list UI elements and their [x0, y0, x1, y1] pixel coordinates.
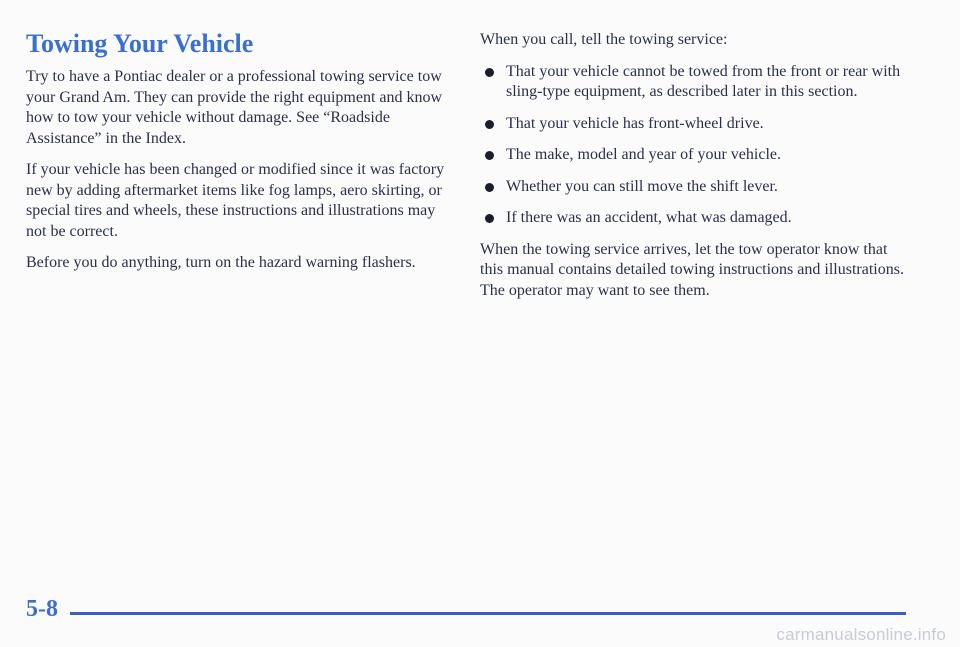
- right-column: [480, 30, 910, 312]
- bullet-icon: [485, 183, 494, 192]
- list-item: [480, 145, 910, 166]
- footer-divider: [70, 612, 906, 615]
- list-item: [480, 177, 910, 198]
- left-column: [26, 28, 446, 285]
- bullet-icon: [485, 214, 494, 223]
- paragraph-dealer: Try to have a Pontiac dealer or a professional towing service tow your Grand Am. They can provide the right equipment and know how to tow your vehicle without damage. See “Roadside Assistance” in the Index.: [26, 68, 443, 147]
- list-item: [480, 114, 910, 135]
- list-item-text: Whether you can still move the shift lever.: [506, 177, 778, 195]
- list-item: [480, 208, 910, 229]
- bullet-icon: [485, 151, 494, 160]
- page-title: Towing Your Vehicle: [26, 29, 254, 58]
- bullet-icon: [485, 68, 494, 77]
- page-footer: [26, 587, 906, 621]
- page-number: 5-8: [26, 596, 58, 622]
- list-item-text: If there was an accident, what was damaged.: [506, 209, 792, 226]
- paragraph-modified: If your vehicle has been changed or modified since it was factory new by adding aftermarket items like fog lamps, aero skirting, or special tires and wheels, these instructions and illustrations may not be correct.: [26, 161, 445, 240]
- paragraph-closing: When the towing service arrives, let the tow operator know that this manual contains detailed towing instructions and illustrations. The operator may want to see them.: [480, 240, 904, 299]
- paragraph-hazard: Before you do anything, turn on the hazard warning flashers.: [26, 254, 416, 272]
- bullet-icon: [485, 120, 494, 129]
- list-item-text: That your vehicle has front-wheel drive.: [506, 114, 764, 132]
- watermark: carmanualsonline.info: [776, 625, 946, 644]
- list-item-text: That your vehicle cannot be towed from the front or rear with sling-type equipment, as described later in this section.: [506, 62, 901, 100]
- list-item: [480, 62, 910, 103]
- list-item-text: The make, model and year of your vehicle.: [506, 146, 781, 163]
- paragraph-intro: When you call, tell the towing service:: [480, 31, 728, 48]
- towing-info-list: [480, 62, 910, 229]
